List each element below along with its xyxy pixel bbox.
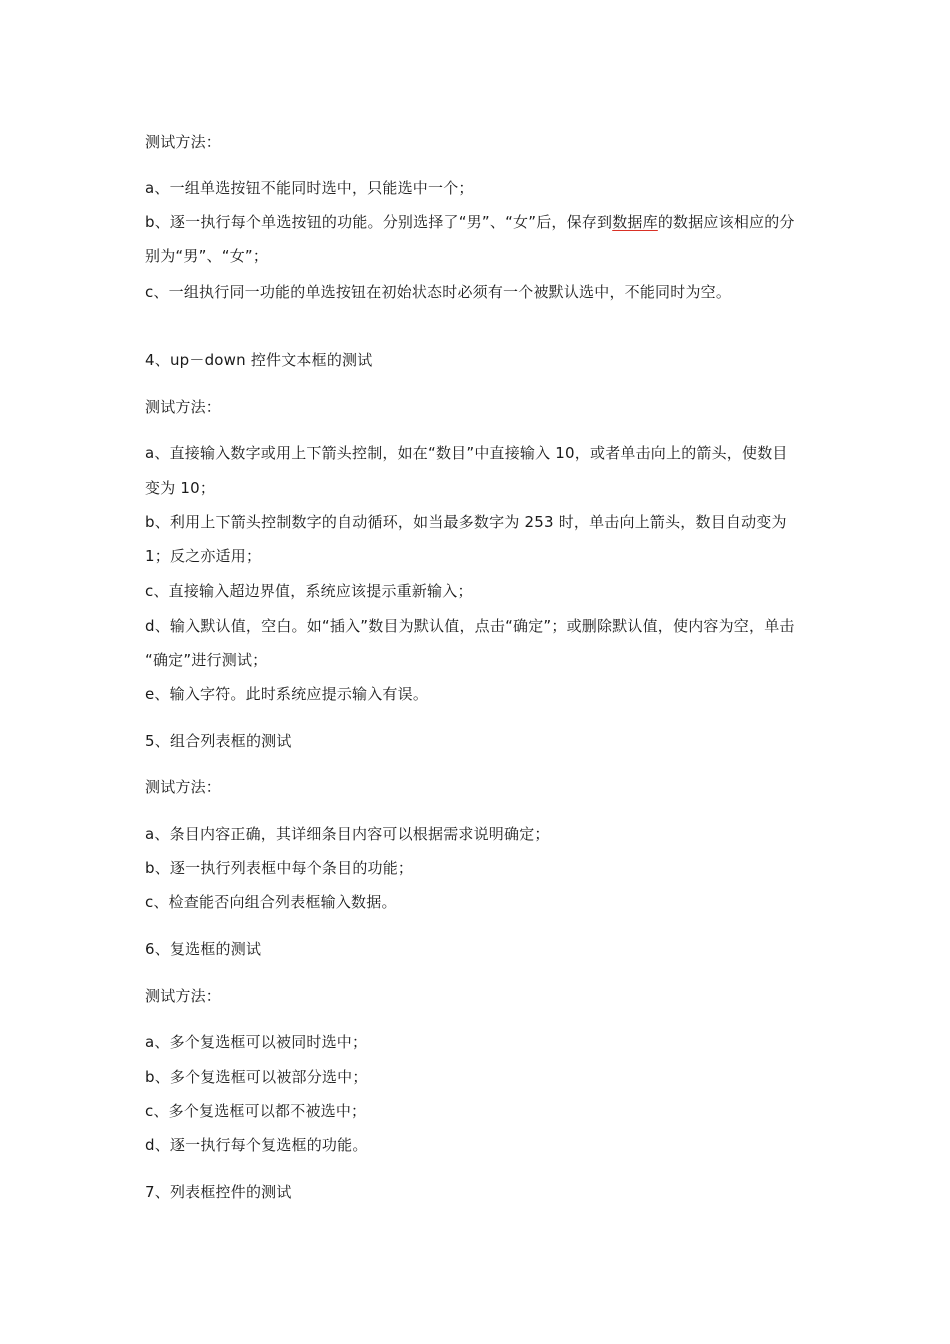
combo-test-item-a: a、条目内容正确，其详细条目内容可以根据需求说明确定； [145,825,550,843]
combo-test-item-b: b、逐一执行列表框中每个条目的功能； [145,859,414,877]
updown-test-item-e: e、输入字符。此时系统应提示输入有误。 [145,685,429,703]
radio-test-item-c: c、一组执行同一功能的单选按钮在初始状态时必须有一个被默认选中，不能同时为空。 [145,283,732,301]
radio-test-item-b-text: b、逐一执行每个单选按钮的功能。分别选择了“男”、“女”后，保存到 [145,213,613,231]
test-method-label: 测试方法： [145,398,222,416]
updown-test-item-a-line1: a、直接输入数字或用上下箭头控制，如在“数目”中直接输入 10，或者单击向上的箭头，使数目 [145,444,788,462]
section-7-heading: 7、列表框控件的测试 [145,1183,292,1201]
test-method-label: 测试方法： [145,987,222,1005]
section-6-heading: 6、复选框的测试 [145,940,262,958]
updown-test-item-c: c、直接输入超边界值，系统应该提示重新输入； [145,582,473,600]
updown-test-item-b-line1: b、利用上下箭头控制数字的自动循环，如当最多数字为 253 时，单击向上箭头，数目自动变为 [145,513,787,531]
checkbox-test-item-a: a、多个复选框可以被同时选中； [145,1033,368,1051]
section-4-heading: 4、up－down 控件文本框的测试 [145,351,373,369]
radio-test-item-a: a、一组单选按钮不能同时选中，只能选中一个； [145,179,474,197]
section-5-heading: 5、组合列表框的测试 [145,732,292,750]
updown-test-item-d-line2: “确定”进行测试； [145,651,268,669]
database-spellcheck-word: 数据库 [612,213,658,231]
test-method-label: 测试方法： [145,778,222,796]
radio-test-item-b-text-end: 的数据应该相应的分 [657,213,795,231]
updown-test-item-a-line2: 变为 10； [145,479,216,497]
checkbox-test-item-d: d、逐一执行每个复选框的功能。 [145,1136,368,1154]
checkbox-test-item-b: b、多个复选框可以被部分选中； [145,1068,368,1086]
checkbox-test-item-c: c、多个复选框可以都不被选中； [145,1102,367,1120]
combo-test-item-c: c、检查能否向组合列表框输入数据。 [145,893,397,911]
updown-test-item-b-line2: 1；反之亦适用； [145,547,262,565]
radio-test-item-b-line2: 别为“男”、“女”； [145,247,269,265]
radio-test-item-b-line1 [145,212,815,232]
test-method-label: 测试方法： [145,133,222,151]
updown-test-item-d-line1: d、输入默认值，空白。如“插入”数目为默认值，点击“确定”；或删除默认值，使内容为空，单击 [145,617,795,635]
